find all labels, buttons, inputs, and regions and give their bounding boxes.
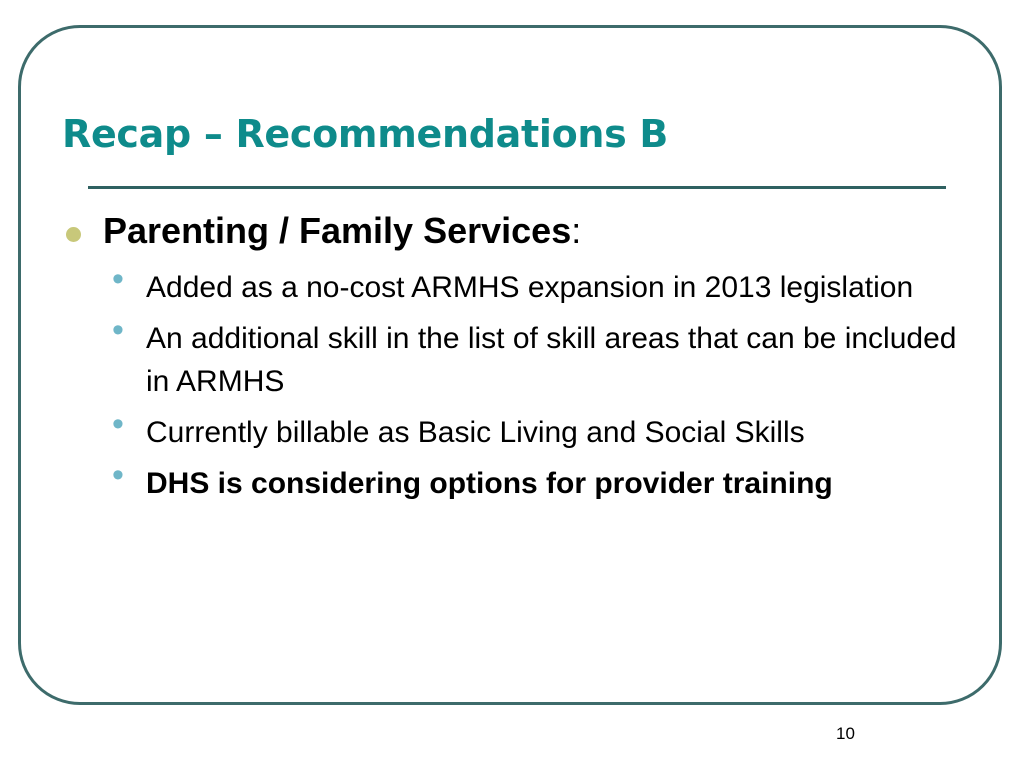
bullet-dot-icon: • [112, 405, 124, 443]
bullet-dot-icon [66, 227, 81, 242]
section-heading-label: Parenting / Family Services [103, 210, 572, 251]
section-heading-colon: : [571, 210, 582, 251]
sub-bullet-list [112, 260, 1002, 513]
bullet-dot-icon: • [112, 260, 124, 298]
title-divider [88, 186, 946, 189]
bullet-level1 [66, 208, 581, 254]
bullet-dot-icon: • [112, 311, 124, 349]
list-item-text: Added as a no-cost ARMHS expansion in 2013 legislation [146, 271, 914, 304]
section-heading [103, 208, 581, 254]
slide-title: Recap – Recommendations B [62, 112, 669, 156]
list-item [112, 405, 1002, 454]
list-item-text: Currently billable as Basic Living and Social Skills [146, 416, 805, 449]
list-item [112, 456, 1002, 505]
list-item [112, 311, 1002, 403]
page-number: 10 [836, 724, 855, 743]
list-item-text: DHS is considering options for provider training [146, 467, 833, 500]
list-item-text: An additional skill in the list of skill areas that can be included in ARMHS [146, 322, 957, 398]
list-item [112, 260, 1002, 309]
bullet-dot-icon: • [112, 456, 124, 494]
